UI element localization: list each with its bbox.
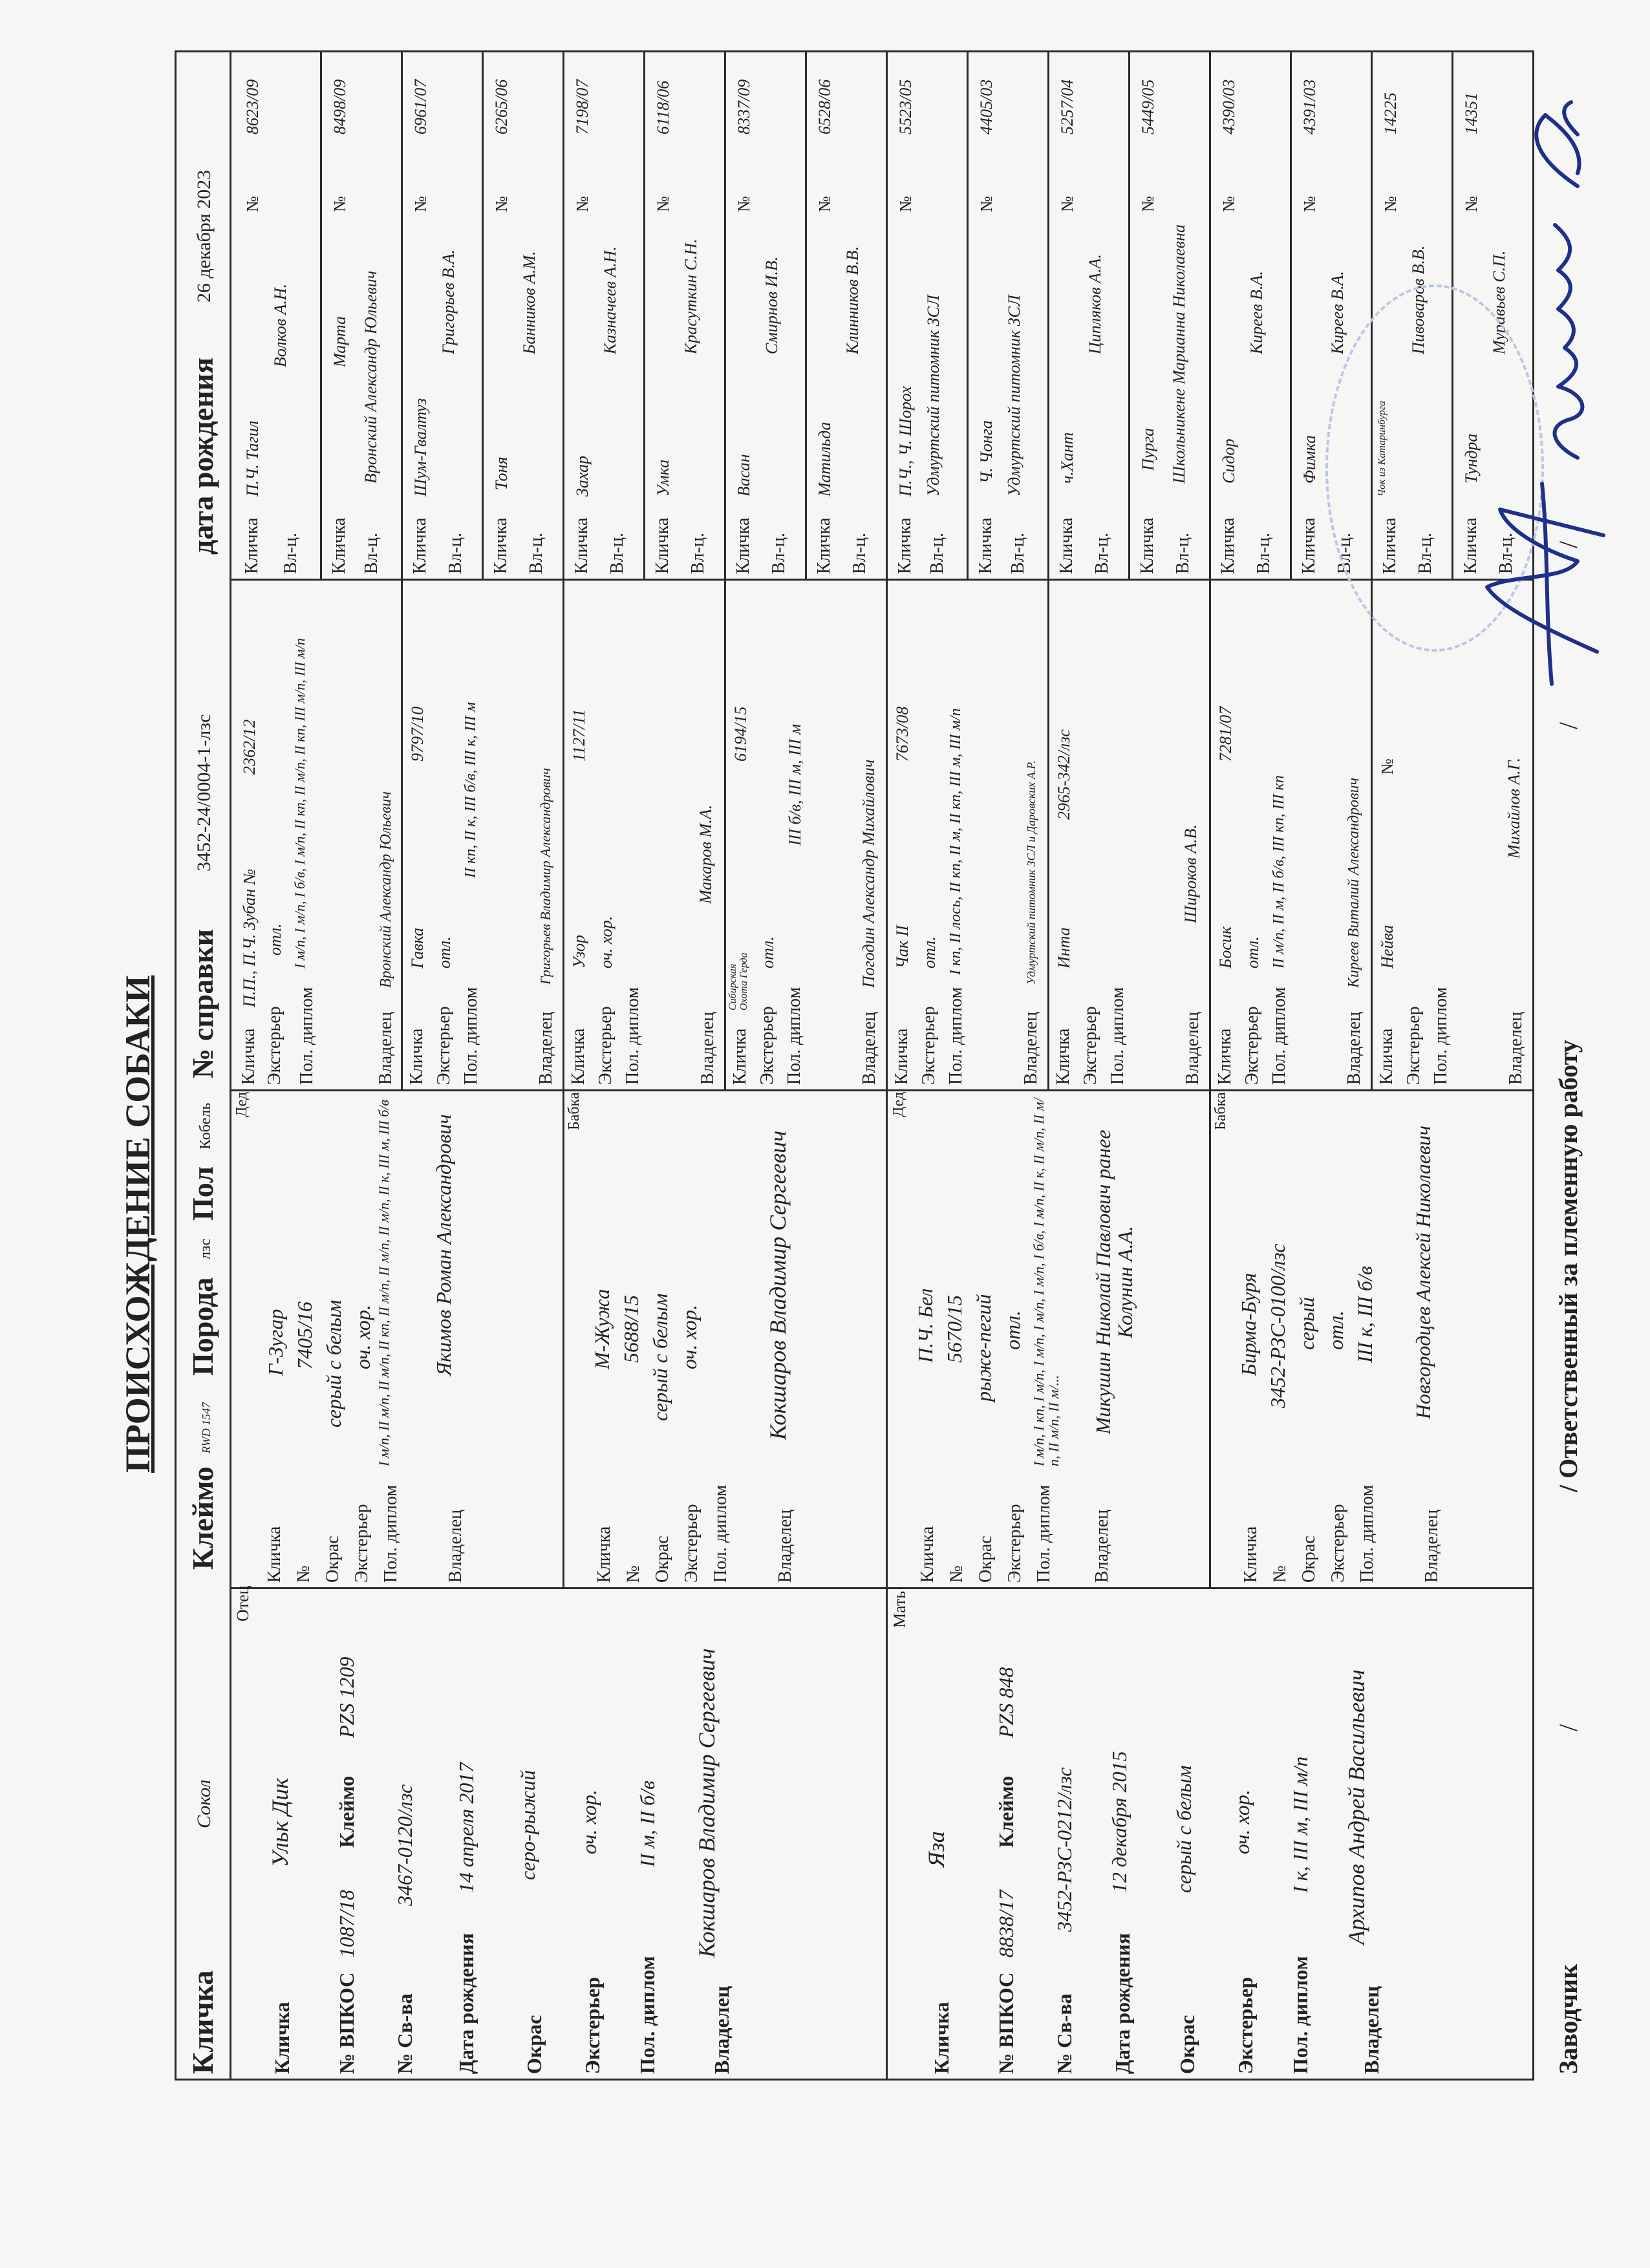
mother-color-label: Окрас [1175, 2015, 1199, 2074]
fm-owner: Кокшаров Владимир Сергеевич [765, 1130, 791, 1440]
header-spravka-value: 3452-24/0004-1-лзс [193, 714, 215, 872]
mother-vpkos-value: 8838/17 [994, 1890, 1018, 1958]
fm-name: М-Жужа [590, 1289, 614, 1369]
ggg10-number-sign: № [1058, 196, 1077, 212]
ggg3-number: 6265/06 [492, 79, 511, 134]
ggg9-name: Ч. Чонга [977, 420, 996, 484]
ggg5-name: Умка [654, 459, 672, 497]
ggg10-name-label: Кличка [1056, 517, 1077, 574]
mf-exterior-label: Экстерьер [1005, 1504, 1025, 1583]
father-klichka-label: Кличка [270, 2002, 294, 2074]
gg1-owner: Григорьев Владимир Александрович [537, 767, 553, 985]
ggg4-number: 7198/07 [573, 79, 592, 134]
mother-diploma-value: I к, III м, III м/п [1289, 1756, 1312, 1893]
gg-divider-2 [562, 52, 564, 1091]
mother-kleymo-label: Клеймо [994, 1775, 1018, 1848]
mf-label: Дед [890, 1091, 907, 1117]
gg2-name-label: Кличка [568, 1028, 588, 1085]
ggg7-owner: Клинников В.В. [843, 246, 862, 354]
ggg-divider-7 [1290, 52, 1292, 581]
ggg11-owner-label: Вл-ц. [1173, 533, 1193, 574]
gg0-name-label: Кличка [239, 1028, 259, 1085]
gg0-diploma-label: Пол. диплом [297, 987, 317, 1085]
ggg2-number: 6961/07 [411, 79, 430, 134]
fm-color-label: Окрас [652, 1535, 672, 1583]
gg5-diploma-label: Пол. диплом [1108, 987, 1128, 1085]
gg7-ext-label: Экстерьер [1404, 1006, 1424, 1085]
ggg8-name-label: Кличка [895, 517, 915, 574]
gg7-number-sign: № [1378, 758, 1397, 775]
father-color-value: серо-рыжий [516, 1770, 539, 1880]
gg6-diploma-label: Пол. диплом [1269, 987, 1289, 1085]
header-pol-value: Кобель [197, 1102, 214, 1150]
father-diploma-value: II м, II б/в [636, 1781, 659, 1867]
ggg13-owner: Киреев В.А. [1328, 271, 1347, 354]
fm-number: 5688/15 [619, 1295, 643, 1363]
ff-exterior: оч. хор. [351, 1305, 374, 1369]
ggg5-number: 6118/06 [654, 80, 672, 134]
gg4-name-label: Кличка [892, 1028, 912, 1085]
ggg13-owner-label: Вл-ц. [1334, 533, 1355, 574]
ff-number-label: № [294, 1565, 314, 1583]
gg1-name: Гавка [408, 928, 427, 968]
header-kleymo-value: RWD 1547 [200, 1402, 213, 1453]
father-klichka-value: Ульк Дик [267, 1777, 293, 1867]
mother-kleymo-value: PZS 848 [994, 1667, 1018, 1738]
ggg-divider-6 [1128, 52, 1130, 581]
mm-number-label: № [1270, 1565, 1290, 1583]
mother-sv-value: 3452-РЗС-0212/лзс [1053, 1767, 1076, 1932]
ggg14-number: 14225 [1381, 92, 1400, 134]
father-sv-label: № Св-ва [393, 1993, 416, 2074]
ggg1-number: 8498/09 [330, 79, 349, 134]
ggg4-owner-label: Вл-ц. [607, 533, 627, 574]
mm-owner-label: Владелец [1422, 1509, 1442, 1583]
mm-color-label: Окрас [1299, 1535, 1319, 1583]
header-birth-value: 26 декабря 2023 [193, 169, 215, 303]
mother-color-value: серый с белым [1172, 1765, 1195, 1893]
mother-birth-value: 12 декабря 2015 [1108, 1751, 1131, 1893]
mother-gp-divider [1209, 1091, 1211, 1589]
mf-owner-label: Владелец [1092, 1509, 1112, 1583]
fm-color: серый с белым [648, 1293, 672, 1421]
ggg2-name: Шум-Гвалтуз [411, 398, 430, 497]
ggg3-owner-label: Вл-ц. [526, 533, 546, 574]
ggg-divider-3 [643, 52, 645, 581]
ggg2-number-sign: № [411, 196, 430, 212]
mf-exterior: отл. [1001, 1310, 1024, 1350]
ggg15-number-sign: № [1462, 196, 1481, 212]
gg0-ext-label: Экстерьер [264, 1006, 284, 1085]
ggg3-name-label: Кличка [491, 517, 511, 574]
gg2-owner: Макаров М.А. [696, 804, 715, 904]
ggg6-name-label: Кличка [733, 517, 753, 574]
ggg1-number-sign: № [330, 196, 349, 212]
ggg9-owner-label: Вл-ц. [1008, 533, 1028, 574]
father-color-label: Окрас [522, 2015, 546, 2074]
mf-name: П.Ч. Бел [914, 1288, 937, 1363]
gg7-name: Нейва [1378, 925, 1397, 968]
gg6-number: 7281/07 [1216, 706, 1235, 762]
gg0-ext: отл. [266, 923, 284, 956]
ggg14-number-sign: № [1381, 196, 1400, 212]
ggg12-owner: Киреев В.А. [1247, 271, 1266, 354]
gg3-diploma: III б/в, III м, III м [786, 723, 804, 846]
col-sep-3 [230, 579, 1532, 581]
ggg5-owner: Красуткин С.Н. [681, 239, 700, 354]
mm-name: Бирма-Буря [1237, 1272, 1260, 1376]
gg4-number: 7673/08 [893, 706, 912, 762]
mother-birth-label: Дата рождения [1111, 1932, 1134, 2074]
father-birth-value: 14 апреля 2017 [455, 1762, 478, 1893]
ggg-divider-5 [967, 52, 969, 581]
ggg13-number: 4391/03 [1300, 79, 1319, 134]
ggg6-owner: Смирнов И.В. [762, 256, 781, 354]
father-vpkos-label: № ВПКОС [335, 1972, 358, 2074]
ggg15-owner: Муравьев С.П. [1490, 250, 1508, 354]
ggg1-name-label: Кличка [329, 517, 349, 574]
father-exterior-value: оч. хор. [577, 1790, 601, 1854]
mf-number-label: № [947, 1565, 967, 1583]
frame-right [175, 50, 1534, 52]
ggg7-owner-label: Вл-ц. [850, 533, 870, 574]
gg1-name-label: Кличка [407, 1028, 427, 1085]
ggg12-name-label: Кличка [1218, 517, 1238, 574]
gg4-diploma: I кп, II лось, II кп, II м, II кп, III м, III м/п [947, 708, 964, 975]
ggg5-name-label: Кличка [652, 517, 672, 574]
father-diploma-label: Пол. диплом [636, 1956, 659, 2074]
responsible-slash-1: / [1554, 722, 1583, 729]
ggg3-owner: Банников А.М. [520, 251, 539, 354]
gg6-diploma: II м/п, II м, II б/в, III кп, III кп [1270, 775, 1287, 968]
gg2-ext-label: Экстерьер [595, 1006, 616, 1085]
gg0-owner: Вронский Александр Юльевич [378, 791, 394, 988]
ggg-divider-2 [482, 52, 484, 581]
ggg11-owner: Школьникене Марианна Николаевна [1170, 224, 1188, 484]
gg1-ext: отл. [435, 936, 454, 968]
ggg15-name-label: Кличка [1461, 517, 1481, 574]
responsible-label: / Ответственный за племенную работу [1554, 1040, 1583, 1492]
header-klichka-label: Кличка [186, 1970, 219, 2074]
gg6-owner-label: Владелец [1344, 1011, 1364, 1085]
gg2-diploma-label: Пол. диплом [623, 987, 643, 1085]
ggg5-owner-label: Вл-ц. [688, 533, 708, 574]
ggg8-owner: Удмуртский питомник ЗСЛ [924, 295, 943, 497]
mf-name-label: Кличка [917, 1526, 938, 1583]
gg0-diploma: I м/п, I м/п, I б/в, I м/п, II кп, II м/п, II кп, III м/п, III м/п [292, 638, 308, 968]
ff-color-label: Окрас [323, 1535, 343, 1583]
ff-name-label: Кличка [264, 1526, 284, 1583]
ggg15-name: Тундра [1462, 433, 1481, 484]
breeder-label: Заводчик [1554, 1963, 1583, 2074]
ggg11-name-label: Кличка [1137, 517, 1157, 574]
gg7-owner-label: Владелец [1506, 1011, 1526, 1085]
ggg0-name: П.Ч. Тагил [243, 420, 262, 497]
mm-owner: Новгородцев Алексей Николаевич [1411, 1125, 1435, 1420]
gg3-name-label: Кличка [730, 1028, 750, 1085]
gg0-owner-label: Владелец [376, 1011, 396, 1085]
header-birth-label: дата рождения [186, 357, 219, 555]
ggg0-number: 8623/09 [243, 79, 262, 134]
gg1-ext-label: Экстерьер [434, 1006, 454, 1085]
ggg11-number-sign: № [1139, 196, 1157, 212]
ff-diploma-label: Пол. диплом [381, 1484, 401, 1583]
gg3-owner: Погодин Александр Михайлович [859, 759, 878, 988]
mm-name-label: Кличка [1241, 1526, 1261, 1583]
gg-divider-3 [724, 52, 726, 1091]
gg2-number: 1127/11 [570, 709, 588, 762]
mf-owner: Микушин Николай Павлович ранее Колунин А.А. [1091, 1129, 1137, 1435]
gg2-ext: оч. хор. [597, 915, 616, 968]
mm-number: 3452-РЗС-0100/лзс [1266, 1243, 1289, 1408]
gg3-number: 6194/15 [731, 706, 750, 762]
ff-diploma: I м/п, II м/п, II м/п, II кп, II м/п, II м/п, II м/п, II к, III м, III б/в [376, 1099, 392, 1466]
ggg3-number-sign: № [492, 196, 511, 212]
father-owner-label: Владелец [710, 1985, 733, 2074]
ggg8-owner-label: Вл-ц. [927, 533, 947, 574]
gg0-name: П.П., П.Ч. Зубан № [240, 868, 259, 1007]
gg6-name-label: Кличка [1215, 1028, 1235, 1085]
header-klichka-value: Сокол [193, 1779, 215, 1828]
ggg1-name: Марта [330, 316, 349, 367]
ggg8-name: П.Ч., Ч. Шорох [896, 386, 915, 497]
gg1-owner-label: Владелец [536, 1011, 556, 1085]
header-poroda-label: Порода [186, 1277, 219, 1376]
ff-owner-label: Владелец [445, 1509, 466, 1583]
gg3-name-prefix: Сибирская Охота Герда [727, 952, 749, 1011]
ggg5-number-sign: № [654, 196, 672, 212]
gg3-diploma-label: Пол. диплом [784, 987, 804, 1085]
mother-exterior-value: оч. хор. [1230, 1790, 1254, 1854]
ggg14-name-label: Кличка [1380, 517, 1400, 574]
gg2-name: Узор [570, 935, 588, 968]
ff-label: Дед [233, 1091, 250, 1117]
gg5-name-label: Кличка [1053, 1028, 1073, 1085]
ggg12-number-sign: № [1219, 196, 1238, 212]
ggg4-name-label: Кличка [572, 517, 592, 574]
gg3-owner-label: Владелец [859, 1011, 879, 1085]
mother-exterior-label: Экстерьер [1234, 1976, 1257, 2074]
fm-number-label: № [623, 1565, 643, 1583]
mother-klichka-label: Кличка [930, 2002, 953, 2074]
ggg6-name: Васан [734, 454, 753, 497]
mm-diploma-label: Пол. диплом [1357, 1484, 1377, 1583]
mm-label: Бабка [1212, 1092, 1229, 1130]
father-section-label: Отец [233, 1585, 252, 1621]
responsible-slash-2: / [1554, 540, 1583, 548]
ggg9-number: 4405/03 [977, 79, 996, 134]
ggg10-owner-label: Вл-ц. [1092, 533, 1112, 574]
gg7-name-label: Кличка [1377, 1028, 1397, 1085]
mf-diploma: I м/п, I кп, I м/п, I м/п, I м/п, I м/п, I б/в, I м/п, II к, II м/п, II м/п, II м/п, II м/... [1031, 1098, 1062, 1466]
ggg2-name-label: Кличка [410, 517, 430, 574]
father-exterior-label: Экстерьер [581, 1976, 604, 2074]
ggg14-name-prefix: Чок из Катаринбурга [1377, 400, 1388, 497]
ggg15-number: 14351 [1462, 92, 1481, 134]
ggg7-number: 6528/06 [815, 79, 834, 134]
gg1-diploma: II кп, II к, III б/в, III к, III м [462, 701, 479, 878]
ggg13-name: Фимка [1300, 434, 1319, 484]
fm-name-label: Кличка [594, 1526, 614, 1583]
father-owner-value: Кокшаров Владимир Сергеевич [694, 1648, 720, 1958]
gg-divider-1 [401, 52, 403, 1091]
gg4-ext: отл. [920, 936, 939, 968]
father-sv-value: 3467-0120/лзс [393, 1784, 416, 1906]
gg6-owner: Киреев Виталий Александрович [1345, 777, 1362, 988]
ggg9-name-label: Кличка [976, 517, 996, 574]
mother-diploma-label: Пол. диплом [1289, 1956, 1312, 2074]
ggg6-number-sign: № [734, 196, 753, 212]
father-vpkos-value: 1087/18 [335, 1890, 358, 1958]
mother-sv-label: № Св-ва [1053, 1993, 1076, 2074]
mother-owner-value: Архипов Андрей Васильевич [1344, 1669, 1369, 1945]
gg7-owner: Михайлов А.Г. [1505, 757, 1523, 859]
frame-top [175, 50, 177, 2081]
gg6-ext: отл. [1243, 936, 1262, 968]
ggg2-owner-label: Вл-ц. [445, 533, 466, 574]
ggg12-owner-label: Вл-ц. [1254, 533, 1274, 574]
ggg-divider-1 [320, 52, 322, 581]
ggg8-number: 5523/05 [896, 79, 915, 134]
gg3-ext-label: Экстерьер [757, 1006, 777, 1085]
gg4-diploma-label: Пол. диплом [946, 987, 966, 1085]
gg5-owner: Широков А.В. [1181, 824, 1200, 923]
document-title: ПРОИСХОЖДЕНИЕ СОБАКИ [118, 975, 157, 1473]
ggg7-name-label: Кличка [814, 517, 834, 574]
gg5-owner-label: Владелец [1183, 1011, 1203, 1085]
ggg10-owner: Ципляков А.А. [1086, 254, 1104, 354]
ff-color: серый с белым [322, 1300, 345, 1428]
gg4-owner: Удмуртский питомник ЗСЛ и Даровских А.Р. [1025, 760, 1038, 985]
gg6-name: Босик [1216, 926, 1235, 968]
mm-diploma: III к, III б/в [1353, 1266, 1377, 1363]
ggg7-name: Матильда [815, 422, 834, 497]
ggg15-owner-label: Вл-ц. [1496, 533, 1516, 574]
gg4-ext-label: Экстерьер [919, 1006, 939, 1085]
ff-exterior-label: Экстерьер [352, 1504, 372, 1583]
mm-color: серый [1295, 1297, 1318, 1350]
gg7-diploma-label: Пол. диплом [1431, 987, 1451, 1085]
mother-klichka-value: Яза [923, 1831, 949, 1867]
header-kleymo-label: Клеймо [186, 1466, 219, 1570]
faded-stamp [1325, 284, 1544, 652]
mother-section-label: Мать [890, 1590, 909, 1628]
ggg0-owner-label: Вл-ц. [281, 533, 301, 574]
ggg8-number-sign: № [896, 196, 915, 212]
father-kleymo-label: Клеймо [335, 1775, 358, 1848]
fm-label: Бабка [566, 1092, 583, 1130]
gg3-ext: отл. [758, 936, 777, 968]
gg-divider-6 [1209, 52, 1211, 1091]
ggg12-number: 4390/03 [1219, 79, 1238, 134]
ggg12-name: Сидор [1219, 438, 1238, 484]
mother-vpkos-label: № ВПКОС [994, 1972, 1018, 2074]
ggg-divider-4 [805, 52, 807, 581]
gg1-diploma-label: Пол. диплом [461, 987, 481, 1085]
gg4-name: Чак II [893, 925, 912, 968]
col-sep-2 [230, 1089, 1532, 1091]
mf-color: рыже-пегий [972, 1294, 995, 1402]
ggg14-owner-label: Вл-ц. [1415, 533, 1435, 574]
father-kleymo-value: PZS 1209 [335, 1656, 358, 1738]
mother-owner-label: Владелец [1360, 1985, 1383, 2074]
ggg4-number-sign: № [573, 196, 592, 212]
frame-bottom [1532, 50, 1534, 2081]
ggg14-owner: Пивоваров В.В. [1409, 245, 1428, 354]
header-pol-label: Пол [186, 1166, 219, 1221]
ggg6-number: 8337/09 [734, 79, 753, 134]
frame-left [175, 2079, 1534, 2081]
ggg13-name-label: Кличка [1299, 517, 1319, 574]
fm-diploma-label: Пол. диплом [711, 1484, 731, 1583]
mf-color-label: Окрас [976, 1535, 996, 1583]
ggg10-name: ч.Хант [1058, 432, 1077, 484]
ggg10-number: 5257/04 [1058, 79, 1077, 134]
ff-number: 7405/16 [293, 1301, 316, 1369]
gg5-number: 2965-342/лзс [1055, 729, 1073, 820]
ggg6-owner-label: Вл-ц. [769, 533, 789, 574]
fm-exterior: оч. хор. [678, 1305, 701, 1369]
ggg9-number-sign: № [977, 196, 996, 212]
gg1-number: 9797/10 [408, 706, 427, 762]
ggg0-owner: Волков А.Н. [271, 283, 290, 367]
ggg4-name: Захар [573, 455, 592, 497]
header-poroda-value: лзс [197, 1238, 214, 1259]
mm-exterior: отл. [1324, 1310, 1347, 1350]
gg-divider-5 [1047, 52, 1049, 1091]
ggg2-owner: Григорьев В.А. [439, 249, 458, 354]
ff-name: Г-Зугар [264, 1309, 287, 1376]
header-spravka-label: № справки [186, 928, 219, 1078]
gg5-name: Инта [1055, 927, 1073, 968]
ggg1-owner-label: Вл-ц. [361, 533, 381, 574]
header-divider [230, 50, 231, 2081]
ggg0-name-label: Кличка [242, 517, 262, 574]
parents-divider [886, 50, 888, 2081]
ggg3-name: Тоня [492, 456, 511, 490]
ggg4-owner: Казначеев А.Н. [601, 246, 619, 354]
father-gp-divider [562, 1091, 564, 1589]
father-birth-label: Дата рождения [455, 1932, 478, 2074]
fm-exterior-label: Экстерьер [681, 1504, 702, 1583]
gg6-ext-label: Экстерьер [1242, 1006, 1262, 1085]
fm-owner-label: Владелец [775, 1509, 795, 1583]
ggg7-number-sign: № [815, 196, 834, 212]
gg4-owner-label: Владелец [1021, 1011, 1041, 1085]
ggg1-owner: Вронский Александр Юльевич [361, 270, 380, 484]
ggg11-number: 5449/05 [1139, 79, 1157, 134]
gg0-number: 2362/12 [240, 719, 259, 775]
col-sep-1 [230, 1587, 1532, 1589]
mf-diploma-label: Пол. диплом [1034, 1484, 1054, 1583]
mm-exterior-label: Экстерьер [1328, 1504, 1348, 1583]
ff-owner: Якимов Роман Александрович [432, 1114, 455, 1376]
breeder-slash: / [1554, 1724, 1583, 1731]
mf-number: 5670/15 [943, 1295, 966, 1363]
gg2-owner-label: Владелец [698, 1011, 718, 1085]
ggg0-number-sign: № [243, 196, 262, 212]
gg5-ext-label: Экстерьер [1080, 1006, 1100, 1085]
ggg11-name: Пурга [1139, 427, 1157, 471]
ggg13-number-sign: № [1300, 196, 1319, 212]
ggg9-owner: Удмуртский питомник ЗСЛ [1005, 295, 1023, 497]
